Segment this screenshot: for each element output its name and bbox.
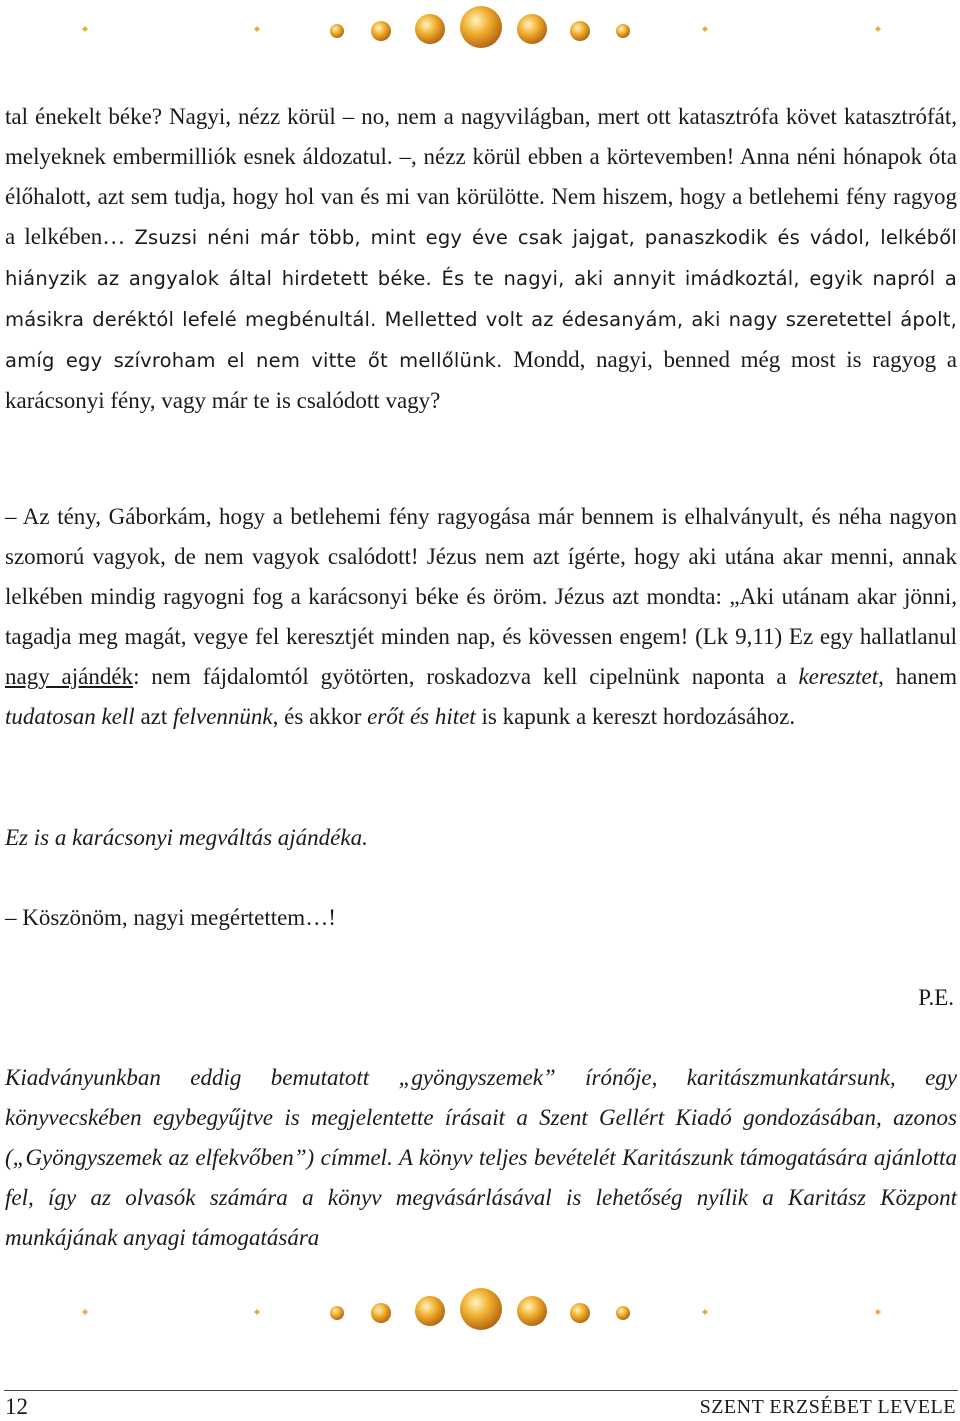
paragraph-intro-part2: Zsuzsi néni már több, mint egy éve csak jajgat, panaszkodik és vádol, lelkéből hiányzik az angyalok által hirdetett béke. És te nagyi, aki annyit imádkoztál, egyik napról a másikra deréktól lefelé megbénultál. Melletted volt az édesanyám, aki nagy szeretettel ápolt, amíg egy szívroham el nem vitte őt mellőlünk.	[5, 226, 957, 372]
paragraph-reply	[5, 497, 957, 737]
italic-phrase-keresztet: keresztet	[798, 664, 879, 689]
paragraph-publication-note: Kiadványunkban eddig bemutatott „gyöngyszemek” írónője, karitászmunkatársunk, egy könyvecskében egybegyűjtve is megjelentette írásait a Szent Gellért Kiadó gondozásában, azonos („Gyöngyszemek az elfekvőben”) címmel. A könyv teljes bevételét Karitászunk támogatására ajánlotta fel, így az olvasók számára a könyv megvásárlásával is lehetőség nyílik a Karitász Központ munkájának anyagi támogatására	[5, 1065, 957, 1250]
top-ornament-icon	[0, 0, 960, 60]
italic-phrase-felvennunk: felvennünk	[173, 704, 273, 729]
magazine-title: SZENT ERZSÉBET LEVELE	[699, 1396, 956, 1418]
reply-text-3: , hanem	[878, 664, 957, 689]
italic-phrase-tudatosan: tudatosan kell	[5, 704, 135, 729]
reply-text-5: , és akkor	[272, 704, 368, 729]
reply-text-1: – Az tény, Gáborkám, hogy a betlehemi fény ragyogása már bennem is elhalványult, és néha nagyon szomorú vagyok, de nem vagyok csalódott! Jézus nem azt ígérte, hogy aki utána akar menni, annak lelkében mindig ragyogni fog a karácsonyi béke és öröm. Jézus azt mondta: „Aki utánam akar jönni, tagadja meg magát, vegye fel keresztjét minden nap, és kövessen engem! (Lk 9,11) Ez egy hallatlanul	[5, 504, 957, 649]
italic-phrase-erot: erőt és hitet	[367, 704, 476, 729]
reply-text-4: azt	[134, 704, 173, 729]
paragraph-intro	[5, 97, 957, 421]
paragraph-intro-part1: tal énekelt béke? Nagyi, nézz körül – no, nem a nagyvilágban, mert ott katasztrófa követ katasztrófát, melyeknek embermilliók esnek áldozatul. –, nézz körül ebben a körtevemben! Anna néni hónapok óta élőhalott, azt sem tudja, hogy hol van és mi van körülötte. Nem hiszem, hogy a betlehemi fény ragyog a lelkében…	[5, 104, 957, 249]
author-signature: P.E.	[918, 985, 954, 1010]
paragraph-italic-note: Ez is a karácsonyi megváltás ajándéka.	[5, 825, 368, 850]
reply-text-6: is kapunk a kereszt hordozásához.	[475, 704, 796, 729]
footer-divider	[4, 1390, 958, 1391]
paragraph-thanks: – Köszönöm, nagyi megértettem…!	[5, 905, 336, 930]
reply-text-2: : nem fájdalomtól gyötörten, roskadozva kell cipelnünk naponta a	[133, 664, 799, 689]
bottom-ornament-icon	[0, 1283, 960, 1343]
paragraph-intro-part3: Mondd, nagyi, benned még most is ragyog a karácsonyi fény, vagy már te is csalódott vagy?	[5, 347, 957, 413]
underlined-phrase: nagy ajándék	[5, 664, 134, 689]
page-number: 12	[5, 1394, 28, 1419]
